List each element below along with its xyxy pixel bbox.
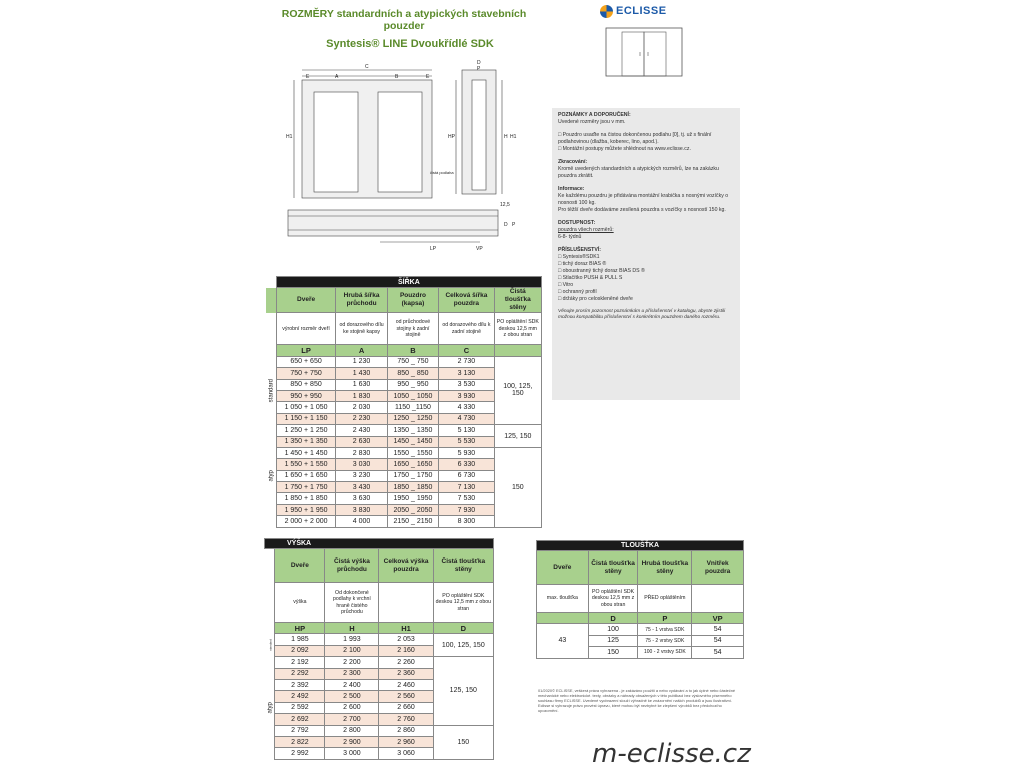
table-row [266, 425, 542, 436]
dim-label: C [365, 64, 369, 70]
col-symbol: P [638, 613, 692, 624]
table-cell: 1550 _ 1550 [387, 447, 438, 458]
table-cell: 850 + 850 [276, 379, 336, 390]
table-cell: 2 200 [325, 657, 379, 668]
dim-label: E [426, 74, 430, 80]
width-standard-rows [266, 356, 542, 424]
dim-label: LP [430, 246, 437, 252]
notes-footnote: Věnujte prosím pozornost poznámkám u příslušenství v katalogu, abyste zjistili možnou kompatibilitu příslušenství s konkrétním pouzdrem daného rozměru. [558, 309, 726, 320]
table-row [265, 725, 494, 736]
table-cell: 3 130 [439, 368, 495, 379]
table-cell: 2 992 [275, 748, 325, 759]
table-cell: 7 930 [439, 504, 495, 515]
accessory-item: □ oboustranný tichý doraz BIAS DS ® [558, 268, 645, 274]
col-symbol: D [433, 623, 493, 634]
table-cell: 3 930 [439, 390, 495, 401]
table-cell: 1650 _ 1650 [387, 459, 438, 470]
notes-text: Kromě uvedených standardních a atypických rozměrů, lze na zakázku pouzdra zkrátit. [558, 166, 719, 179]
table-cell: 850 _ 850 [387, 368, 438, 379]
table-cell: 1 650 + 1 650 [276, 470, 336, 481]
table-row [537, 624, 744, 635]
table-cell: 2 630 [336, 436, 387, 447]
table-cell: 2 692 [275, 714, 325, 725]
table-cell: 1 750 + 1 750 [276, 482, 336, 493]
table-cell: 1 630 [336, 379, 387, 390]
dim-label: H [504, 134, 508, 140]
table-cell: 2 400 [325, 679, 379, 690]
table-cell: 2 230 [336, 413, 387, 424]
table-cell: 1 450 + 1 450 [276, 447, 336, 458]
height-table-title: VÝŠKA [265, 539, 494, 549]
table-cell: 2 560 [379, 691, 433, 702]
table-cell: 1150 _1150 [387, 402, 438, 413]
table-cell: 2 053 [379, 634, 433, 645]
table-cell: 54 [692, 624, 744, 635]
height-standard-rows [265, 634, 494, 657]
notes-heading: Informace: [558, 186, 585, 192]
table-cell: 2 492 [275, 691, 325, 702]
table-cell: 125 [588, 635, 638, 646]
table-cell: 7 130 [439, 482, 495, 493]
copyright-text: 01/2020© ECLISSE, veškerá práva vyhrazena - je zakázáno použití a nebo vydávání a to jak úplné nebo částečné mechanické nebo elektronické. texty, obrázky a náhrady obsažených v této publikaci bez výslovného písemného souhlasu firmy ECLISSE. Uvedené vyobrazení slouží výhradně ke znázornění našich produktů a jsou ilustrativní. Eclisse si vyhrazuje právo provést úpravu, které mohou být nezbytné ke zlepšení výrobků bez předchozího upozornění. [538, 688, 736, 713]
notes-text: 6-8- týdnů [558, 234, 582, 240]
notes-heading: PŘÍSLUŠENSTVÍ: [558, 247, 601, 253]
table-row [266, 356, 542, 367]
table-cell: 3 230 [336, 470, 387, 481]
table-cell: 2 860 [379, 725, 433, 736]
table-cell: 950 _ 950 [387, 379, 438, 390]
col-header: Čistá tloušťka stěny [588, 551, 638, 585]
table-cell: 2050 _ 2050 [387, 504, 438, 515]
table-cell: 54 [692, 635, 744, 646]
col-subheader [692, 585, 744, 613]
table-cell: 125, 150 [433, 657, 493, 725]
table-cell: 1 830 [336, 390, 387, 401]
table-cell: 1050 _ 1050 [387, 390, 438, 401]
dim-label: 12,5 [500, 202, 510, 208]
width-table [266, 276, 542, 528]
table-cell: 6 730 [439, 470, 495, 481]
table-cell: 2 430 [336, 425, 387, 436]
table-cell: 1 350 + 1 350 [276, 436, 336, 447]
table-cell: 1 550 + 1 550 [276, 459, 336, 470]
accessory-item: □ Syntesis®SDK1 [558, 254, 600, 260]
group-label: standard [267, 639, 272, 652]
table-cell: 2 100 [325, 645, 379, 656]
col-symbol: A [336, 345, 387, 356]
dim-label: H1 [286, 134, 293, 140]
table-cell: 8 300 [439, 516, 495, 527]
col-header: Celková výška pouzdra [379, 549, 433, 583]
table-cell: 2 000 + 2 000 [276, 516, 336, 527]
table-cell: 2 592 [275, 702, 325, 713]
table-cell: 2 660 [379, 702, 433, 713]
col-symbol: VP [692, 613, 744, 624]
group-label: atyp [268, 470, 275, 482]
table-row [265, 657, 494, 668]
table-cell: 4 730 [439, 413, 495, 424]
notes-heading: DOSTUPNOST: [558, 220, 596, 226]
table-cell: 1350 _ 1350 [387, 425, 438, 436]
group-label: standard [268, 378, 275, 403]
col-header: Dveře [537, 551, 589, 585]
table-cell: 100 [588, 624, 638, 635]
table-cell: 3 060 [379, 748, 433, 759]
col-header: Dveře [275, 549, 325, 583]
col-header: Vnitřek pouzdra [692, 551, 744, 585]
table-row [266, 447, 542, 458]
dim-label: D [504, 222, 508, 228]
table-cell: 4 000 [336, 516, 387, 527]
table-cell: 54 [692, 647, 744, 658]
table-cell: 1850 _ 1850 [387, 482, 438, 493]
table-cell: 2 300 [325, 668, 379, 679]
notes-text: Uvedené rozměry jsou v mm. [558, 119, 626, 125]
table-cell: 3 030 [336, 459, 387, 470]
col-header: Čistá výška průchodu [325, 549, 379, 583]
table-cell: 100, 125, 150 [494, 356, 541, 424]
dim-label: VP [476, 246, 483, 252]
table-cell: 650 + 650 [276, 356, 336, 367]
col-subheader: od dorazového dílu k zadní stojině [439, 313, 495, 345]
dim-label: P [512, 222, 516, 228]
table-cell: 2 460 [379, 679, 433, 690]
col-header: Pouzdro (kapsa) [387, 288, 438, 313]
table-cell: 2 700 [325, 714, 379, 725]
col-symbol: C [439, 345, 495, 356]
table-cell: 750 _ 750 [387, 356, 438, 367]
accessory-item: □ Vitro [558, 282, 574, 288]
table-cell: 2 260 [379, 657, 433, 668]
eclisse-logo [600, 4, 684, 18]
group-label: atyp [266, 702, 273, 714]
table-cell: 1 850 + 1 850 [276, 493, 336, 504]
table-cell: 1 993 [325, 634, 379, 645]
table-cell: 3 530 [439, 379, 495, 390]
dim-label: A [335, 74, 339, 80]
table-cell: 5 530 [439, 436, 495, 447]
table-cell: 150 [494, 447, 541, 527]
accessory-item: □ ochranný profil [558, 289, 597, 295]
col-subheader [379, 583, 433, 623]
col-subheader: Od dokončené podlahy k vrchní hraně čistého průchodu [325, 583, 379, 623]
table-cell: 5 130 [439, 425, 495, 436]
notes-text: Ke každému pouzdru je přidávána montážní krabička s nosnými vozíčky o nosnosti 100 kg. [558, 193, 729, 206]
table-cell: 2 600 [325, 702, 379, 713]
notes-panel [552, 108, 740, 400]
col-symbol: LP [276, 345, 336, 356]
logo-text: ECLISSE [616, 5, 667, 17]
table-cell: 2 900 [325, 736, 379, 747]
dim-label: E [306, 74, 310, 80]
table-cell: 2 822 [275, 736, 325, 747]
site-url: m-eclisse.cz [592, 739, 751, 769]
table-cell: 1250 _ 1250 [387, 413, 438, 424]
table-cell: 2 360 [379, 668, 433, 679]
height-atyp-rows [265, 657, 494, 760]
col-symbol: H1 [379, 623, 433, 634]
table-cell: 1 050 + 1 050 [276, 402, 336, 413]
table-cell: 3 830 [336, 504, 387, 515]
table-cell: 43 [537, 624, 589, 658]
table-cell: 750 + 750 [276, 368, 336, 379]
col-subheader: od průchodové stojiny k zadní stojině [387, 313, 438, 345]
table-cell: 2 292 [275, 668, 325, 679]
col-subheader: PŘED opláštěním [638, 585, 692, 613]
table-cell: 2 730 [439, 356, 495, 367]
height-table [264, 538, 494, 760]
table-cell: 950 + 950 [276, 390, 336, 401]
table-cell: 1 250 + 1 250 [276, 425, 336, 436]
table-cell: 75 - 2 vrstvy SDK [638, 635, 692, 646]
table-cell: 1 950 + 1 950 [276, 504, 336, 515]
table-cell: 1950 _ 1950 [387, 493, 438, 504]
accessory-item: □ Stlačítko PUSH & PULL S [558, 275, 623, 281]
col-subheader: výrobní rozměr dveří [276, 313, 336, 345]
col-subheader: od dorazového dílu ke stojině kapsy [336, 313, 387, 345]
table-cell: 2 800 [325, 725, 379, 736]
table-cell: 2 160 [379, 645, 433, 656]
notes-title: POZNÁMKY A DOPORUČENÍ: [558, 112, 631, 118]
logo-mark-icon [600, 5, 613, 18]
dim-label: HP [448, 134, 455, 140]
col-header: Čistá tloušťka stěny [494, 288, 541, 313]
col-symbol: B [387, 345, 438, 356]
col-subheader: PO opláštění SDK deskou 12,5 mm z obou stran [588, 585, 638, 613]
col-header: Čistá tloušťka stěny [433, 549, 493, 583]
table-cell: 2 760 [379, 714, 433, 725]
floor-label: čistá podlaha [430, 170, 454, 175]
width-atyp-rows [266, 425, 542, 528]
col-symbol: H [325, 623, 379, 634]
thickness-table-title: TLOUŠŤKA [537, 541, 744, 551]
table-cell: 5 930 [439, 447, 495, 458]
product-title: Syntesis® LINE Dvoukřídlé SDK [326, 38, 494, 50]
col-header: Hrubá tloušťka stěny [638, 551, 692, 585]
table-cell: 1750 _ 1750 [387, 470, 438, 481]
width-table-title: ŠÍŘKA [276, 277, 541, 288]
accessory-item: □ tichý doraz BIAS ® [558, 261, 607, 267]
table-cell: 3 000 [325, 748, 379, 759]
technical-drawing [280, 56, 520, 256]
table-cell: 1450 _ 1450 [387, 436, 438, 447]
dim-label: P [477, 66, 481, 72]
table-cell: 2 830 [336, 447, 387, 458]
page-title: ROZMĚRY standardních a atypických stavebních pouzder [281, 8, 527, 32]
table-cell: 125, 150 [494, 425, 541, 448]
col-header: Hrubá šířka průchodu [336, 288, 387, 313]
col-header: Celková šířka pouzdra [439, 288, 495, 313]
table-row [265, 634, 494, 645]
col-symbol: D [588, 613, 638, 624]
notes-text: Pro těžší dveře dodáváme zesílená pouzdra s vozíčky s nosností 150 kg. [558, 207, 726, 213]
notes-text: □ Montážní postupy můžete shlédnout na www.eclisse.cz. [558, 146, 691, 152]
table-cell: 2 960 [379, 736, 433, 747]
col-symbol: HP [275, 623, 325, 634]
col-header: Dveře [276, 288, 336, 313]
notes-text: pouzdra všech rozměrů: [558, 227, 614, 233]
col-subheader: PO opláštění SDK deskou 12,5 mm z obou stran [494, 313, 541, 345]
table-cell: 7 530 [439, 493, 495, 504]
table-cell: 2 030 [336, 402, 387, 413]
table-cell: 3 630 [336, 493, 387, 504]
col-subheader: PO opláštění SDK deskou 12,5 mm z obou stran [433, 583, 493, 623]
table-cell: 2 192 [275, 657, 325, 668]
table-cell: 1 430 [336, 368, 387, 379]
table-cell: 4 330 [439, 402, 495, 413]
dim-label: B [395, 74, 399, 80]
col-subheader: výška [275, 583, 325, 623]
table-cell: 1 230 [336, 356, 387, 367]
door-sketch [602, 22, 686, 82]
table-cell: 100 - 2 vrstvy SDK [638, 647, 692, 658]
notes-text: □ Pouzdro usaďte na čistou dokončenou podlahu [0], tj. už s finální podlahovinou (dlažba, koberec, lino, apod.). [558, 132, 712, 145]
table-cell: 150 [588, 647, 638, 658]
table-cell: 150 [433, 725, 493, 759]
table-cell: 2 392 [275, 679, 325, 690]
accessory-item: □ držáky pro celoskleněné dveře [558, 296, 633, 302]
table-cell: 2 500 [325, 691, 379, 702]
table-cell: 6 330 [439, 459, 495, 470]
col-subheader: max. tloušťka [537, 585, 589, 613]
table-cell: 75 - 1 vrstva SDK [638, 624, 692, 635]
dim-label: H1 [510, 134, 517, 140]
thickness-table [536, 540, 744, 659]
table-cell: 1 985 [275, 634, 325, 645]
table-cell: 2150 _ 2150 [387, 516, 438, 527]
table-cell: 2 792 [275, 725, 325, 736]
table-cell: 3 430 [336, 482, 387, 493]
dim-label: D [477, 60, 481, 66]
notes-heading: Zkracování: [558, 159, 588, 165]
table-cell: 100, 125, 150 [433, 634, 493, 657]
table-cell: 1 150 + 1 150 [276, 413, 336, 424]
thickness-rows [537, 624, 744, 658]
table-cell: 2 092 [275, 645, 325, 656]
